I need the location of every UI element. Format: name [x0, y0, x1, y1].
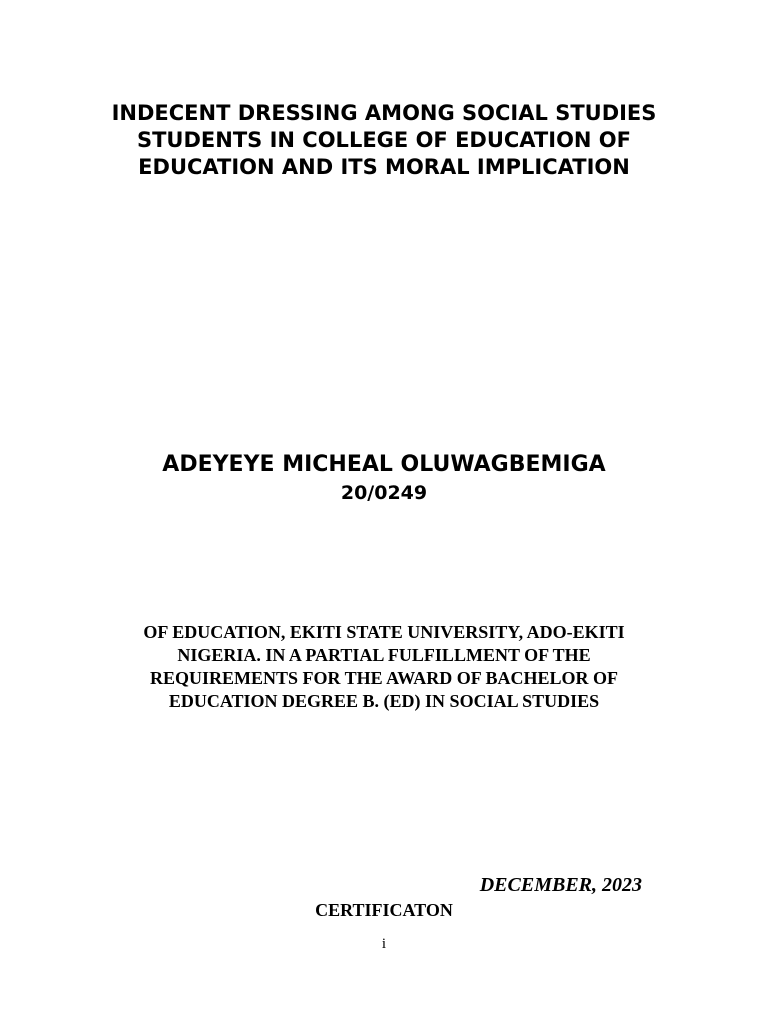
submission-line: REQUIREMENTS FOR THE AWARD OF BACHELOR OF — [149, 668, 619, 688]
certification-heading: CERTIFICATON — [315, 900, 453, 920]
submission-date: DECEMBER, 2023 — [479, 874, 642, 896]
submission-line: EDUCATION DEGREE B. (ED) IN SOCIAL STUDIES — [168, 691, 600, 711]
matric-number: 20/0249 — [340, 482, 428, 504]
title-line: STUDENTS IN COLLEGE OF EDUCATION OF — [136, 128, 632, 152]
submission-line: NIGERIA. IN A PARTIAL FULFILLMENT OF THE — [177, 645, 591, 665]
document-title — [0, 100, 768, 181]
submission-line: OF EDUCATION, EKITI STATE UNIVERSITY, ADO-EKITI — [143, 622, 625, 642]
title-line: EDUCATION AND ITS MORAL IMPLICATION — [138, 155, 630, 179]
author-name: ADEYEYE MICHEAL OLUWAGBEMIGA — [162, 452, 606, 477]
title-line: INDECENT DRESSING AMONG SOCIAL STUDIES — [111, 101, 657, 125]
submission-statement — [0, 621, 768, 713]
page-number: i — [381, 936, 387, 952]
